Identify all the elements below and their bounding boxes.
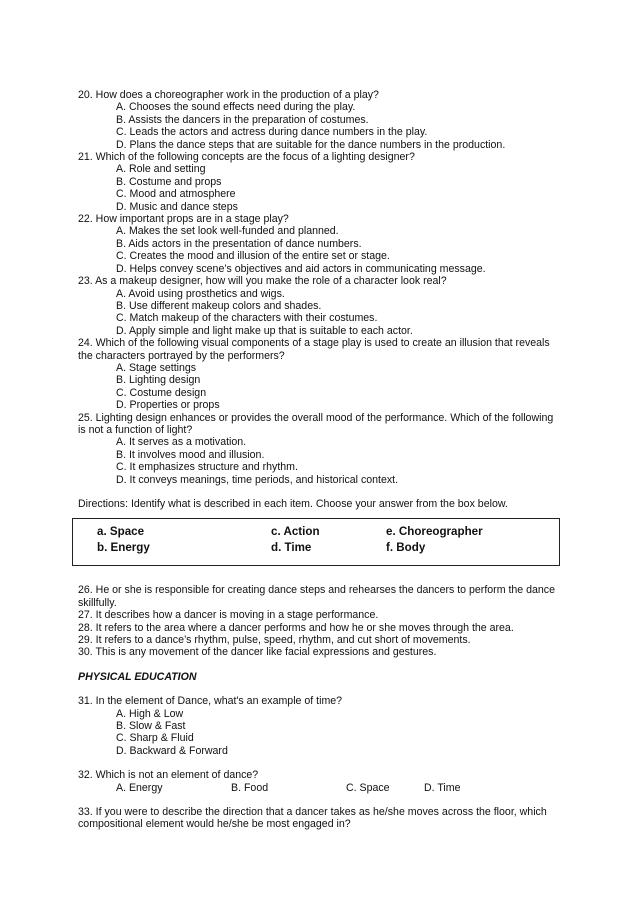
- question-31-options: [78, 708, 560, 758]
- section-title: PHYSICAL EDUCATION: [78, 670, 197, 683]
- choice-d: d. Time: [271, 541, 312, 555]
- answer-option: D. It conveys meanings, time periods, and historical context.: [116, 473, 399, 486]
- worksheet-page: [78, 89, 560, 831]
- answer-option: B. Aids actors in the presentation of dance numbers.: [116, 237, 362, 250]
- answer-option: A. Stage settings: [116, 361, 197, 374]
- answer-option: B. Lighting design: [116, 374, 201, 387]
- question-stem: 23. As a makeup designer, how will you make the role of a character look real?: [78, 275, 447, 288]
- answer-option: D. Helps convey scene’s objectives and aid actors in communicating message.: [116, 262, 486, 275]
- answer-option: A. Makes the set look well-funded and planned.: [116, 225, 339, 238]
- question-stem: 22. How important props are in a stage play?: [78, 213, 289, 226]
- choice-b: b. Energy: [97, 541, 150, 555]
- choice-f: f. Body: [386, 541, 426, 555]
- choice-box-wrap: [78, 518, 560, 574]
- choice-box: [72, 518, 560, 566]
- answer-option: C. Match makeup of the characters with their costumes.: [116, 312, 378, 325]
- answer-option: A. High & Low: [116, 707, 184, 720]
- question-stem: 21. Which of the following concepts are the focus of a lighting designer?: [78, 151, 415, 164]
- answer-option: B. It involves mood and illusion.: [116, 448, 265, 461]
- answer-option: C. Costume design: [116, 386, 207, 399]
- question-32: 32. Which is not an element of dance?: [78, 769, 259, 782]
- answer-option: C. Creates the mood and illusion of the entire set or stage.: [116, 250, 390, 263]
- answer-option: C. Leads the actors and actress during dance numbers in the play.: [116, 126, 428, 139]
- question-32-options: [78, 782, 560, 794]
- question-33: 33. If you were to describe the direction that a dancer takes as he/she moves across the floor, which compositional element would he/she be most engaged in?: [78, 806, 547, 831]
- question-stem: 20. How does a choreographer work in the production of a play?: [78, 89, 379, 101]
- answer-option: B. Costume and props: [116, 175, 222, 188]
- answer-option: A. It serves as a motivation.: [116, 436, 247, 449]
- choice-c: c. Action: [271, 525, 320, 539]
- answer-option: B. Slow & Fast: [116, 720, 186, 733]
- answer-option: D. Plans the dance steps that are suitable for the dance numbers in the production.: [116, 138, 506, 151]
- answer-option: C. Sharp & Fluid: [116, 732, 194, 745]
- identification-items: [78, 584, 560, 658]
- answer-option: C. It emphasizes structure and rhythm.: [116, 461, 298, 474]
- q32-option-c: C. Space: [346, 781, 390, 794]
- answer-option: D. Backward & Forward: [116, 744, 228, 757]
- choice-a: a. Space: [97, 525, 145, 539]
- answer-option: A. Chooses the sound effects need during the play.: [116, 101, 356, 114]
- answer-option: A. Avoid using prosthetics and wigs.: [116, 287, 285, 300]
- identification-item: 30. This is any movement of the dancer like facial expressions and gestures.: [78, 646, 437, 659]
- answer-option: A. Role and setting: [116, 163, 206, 176]
- question-list-arts: [78, 89, 560, 486]
- q32-option-b: B. Food: [231, 781, 269, 794]
- directions-text: Directions: Identify what is described in each item. Choose your answer from the box below.: [78, 498, 508, 510]
- choice-e: e. Choreographer: [386, 525, 483, 539]
- answer-option: B. Assists the dancers in the preparation of costumes.: [116, 113, 369, 126]
- answer-option: C. Mood and atmosphere: [116, 188, 236, 201]
- q32-option-a: A. Energy: [116, 781, 163, 794]
- question-31: 31. In the element of Dance, what's an example of time?: [78, 695, 343, 708]
- identification-item: 28. It refers to the area where a dancer performs and how he or she moves through the area.: [78, 621, 514, 634]
- question-stem: 24. Which of the following visual components of a stage play is used to create an illusion that reveals the characters portrayed by the performers?: [78, 337, 550, 362]
- answer-option: D. Properties or props: [116, 399, 220, 412]
- q32-option-d: D. Time: [424, 781, 461, 794]
- question-stem: 25. Lighting design enhances or provides the overall mood of the performance. Which of the following is not a function of light?: [78, 411, 554, 436]
- answer-option: B. Use different makeup colors and shades.: [116, 299, 322, 312]
- answer-option: D. Music and dance steps: [116, 200, 238, 213]
- answer-option: D. Apply simple and light make up that is suitable to each actor.: [116, 324, 413, 337]
- identification-item: 29. It refers to a dance’s rhythm, pulse, speed, rhythm, and cut short of movements.: [78, 634, 471, 647]
- identification-item: 27. It describes how a dancer is moving in a stage performance.: [78, 609, 379, 622]
- identification-item: 26. He or she is responsible for creating dance steps and rehearses the dancers to perform the dance skillfully.: [78, 584, 555, 609]
